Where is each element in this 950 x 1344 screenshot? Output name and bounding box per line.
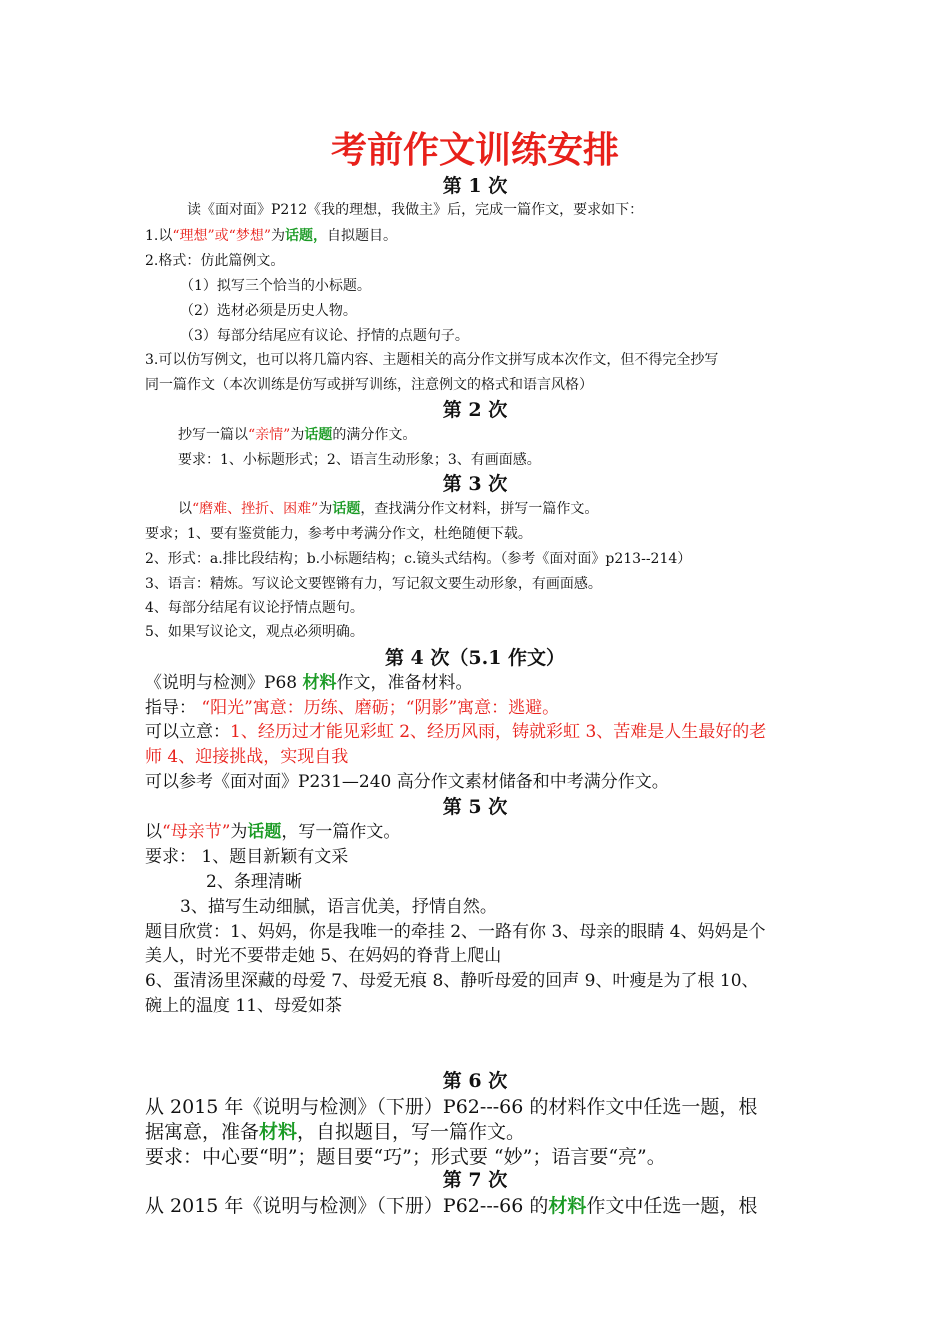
section-5-heading: 第 5 次: [442, 796, 508, 818]
text: 为: [271, 228, 285, 244]
topic-highlight: “理想”或“梦想”: [172, 228, 271, 244]
section-1-heading: 第 1 次: [442, 175, 508, 197]
section-3-line-2: 要求；1、要有鉴赏能力，参考中考满分作文，杜绝随便下载。: [145, 526, 532, 542]
keyword-highlight: 材料: [259, 1121, 298, 1143]
keyword-highlight: 材料: [548, 1195, 587, 1217]
guidance-highlight: “阳光”寓意：历练、磨砺；“阴影”寓意：逃避。: [201, 698, 560, 718]
text: 抄写一篇以: [178, 427, 248, 443]
topic-highlight: “磨难、挫折、困难”: [192, 501, 319, 517]
topic-highlight: “亲情”: [248, 427, 291, 443]
section-2-line-2: 要求：1、小标题形式；2、语言生动形象；3、有画面感。: [178, 452, 541, 468]
section-1-req-2-3: （3）每部分结尾应有议论、抒情的点题句子。: [180, 328, 469, 344]
section-5-line-2: 要求： 1、题目新颖有文采: [145, 847, 349, 867]
section-2-line-1: [178, 428, 416, 442]
section-3-line-1: [178, 502, 598, 516]
section-1-req-3a: 3.可以仿写例文，也可以将几篇内容、主题相关的高分作文拼写成本次作文，但不得完全抄写: [145, 352, 719, 368]
section-5-line-4: 3、描写生动细腻，语言优美，抒情自然。: [180, 897, 497, 917]
section-7-heading: 第 7 次: [442, 1169, 508, 1191]
keyword-highlight: 话题: [304, 427, 333, 443]
text: 从 2015 年《说明与检测》（下册）P62---66 的: [145, 1195, 549, 1217]
section-1-req-2-2: （2）选材必须是历史人物。: [180, 303, 357, 319]
section-5-line-5: 题目欣赏：1、妈妈，你是我唯一的牵挂 2、一路有你 3、母亲的眼睛 4、妈妈是个: [145, 922, 766, 942]
page-title: 考前作文训练安排: [330, 129, 619, 171]
keyword-highlight: 话题: [247, 822, 282, 842]
section-5-line-1: [145, 824, 400, 841]
text: 作文中任选一题，根: [586, 1195, 758, 1217]
text: 《说明与检测》P68: [145, 673, 303, 693]
topic-highlight: “母亲节”: [162, 822, 231, 842]
text: 为: [318, 501, 333, 517]
section-4-line-1: [145, 675, 472, 692]
section-4-line-3: [145, 724, 766, 741]
keyword-highlight: 话题，: [285, 228, 327, 244]
guidance-text: 指导：: [145, 698, 196, 718]
text: 为: [290, 427, 305, 443]
text: 的满分作文。: [332, 427, 417, 443]
section-1-req-1: [145, 229, 397, 243]
section-4-line-5: 可以参考《面对面》P231—240 高分作文素材储备和中考满分作文。: [145, 772, 669, 792]
section-3-line-3: 2、形式：a.排比段结构；b.小标题结构；c.镜头式结构。（参考《面对面》p213--214）: [145, 551, 692, 567]
keyword-highlight: 话题: [332, 501, 361, 517]
text: 自拟题目。: [327, 228, 397, 244]
text: 以: [145, 822, 162, 842]
text: 据寓意，准备: [145, 1121, 260, 1143]
text: 以: [178, 501, 192, 517]
text: 1.以: [145, 228, 173, 244]
section-4-heading: 第 4 次（5.1 作文）: [384, 647, 566, 669]
idea-highlight: 1、经历过才能见彩虹 2、经历风雨，铸就彩虹 3、苦难是人生最好的老: [230, 722, 767, 742]
section-2-heading: 第 2 次: [442, 399, 508, 421]
section-3-heading: 第 3 次: [442, 473, 508, 495]
section-5-line-8: 碗上的温度 11、母爱如茶: [145, 996, 343, 1016]
text: 可以立意：: [145, 722, 230, 742]
section-1-intro: 读《面对面》P212《我的理想，我做主》后，完成一篇作文，要求如下：: [187, 202, 644, 218]
section-6-line-3: 要求：中心要“明”；题目要“巧”；形式要 “妙”；语言要“亮”。: [145, 1146, 666, 1168]
section-1-req-3b: 同一篇作文（本次训练是仿写或拼写训练，注意例文的格式和语言风格）: [145, 377, 593, 393]
text: ，查找满分作文材料，拼写一篇作文。: [360, 501, 599, 517]
section-6-line-1: 从 2015 年《说明与检测》（下册）P62---66 的材料作文中任选一题，根: [145, 1096, 758, 1118]
text: 作文，准备材料。: [336, 673, 473, 693]
section-5-line-6: 美人，时光不要带走她 5、在妈妈的脊背上爬山: [145, 946, 502, 966]
section-3-line-4: 3、语言：精炼。写议论文要铿锵有力，写记叙文要生动形象，有画面感。: [145, 576, 602, 592]
section-5-line-3: 2、条理清晰: [206, 872, 302, 892]
section-1-req-2: 2.格式：仿此篇例文。: [145, 253, 285, 269]
section-3-line-5: 4、每部分结尾有议论抒情点题句。: [145, 600, 364, 616]
section-7-line-1: [145, 1197, 757, 1216]
text: ，自拟题目，写一篇作文。: [297, 1121, 526, 1143]
text: ，写一篇作文。: [281, 822, 401, 842]
keyword-highlight: 材料: [302, 673, 337, 693]
section-5-line-7: 6、蛋清汤里深藏的母爱 7、母爱无痕 8、静听母爱的回声 9、叶瘦是为了根 10、: [145, 971, 759, 991]
section-6-line-2: [145, 1123, 525, 1142]
text: 为: [230, 822, 248, 842]
section-4-guidance: [145, 700, 559, 717]
section-3-line-6: 5、如果写议论文，观点必须明确。: [145, 624, 364, 640]
section-4-line-4: 师 4、迎接挑战，实现自我: [145, 747, 349, 767]
section-6-heading: 第 6 次: [442, 1070, 508, 1092]
section-1-req-2-1: （1）拟写三个恰当的小标题。: [180, 278, 371, 294]
